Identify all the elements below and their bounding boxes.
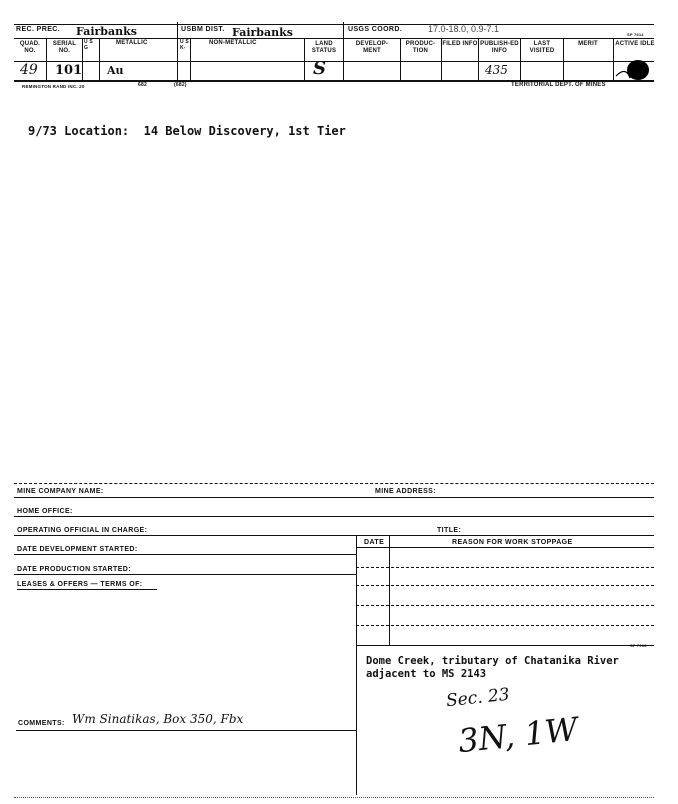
comments-value: Wm Sinatikas, Box 350, Fbx (72, 712, 244, 726)
printer-code-2: (682) (174, 82, 187, 88)
date-dev-label: DATE DEVELOPMENT STARTED: (17, 546, 138, 553)
form-number: SP 7914 (627, 32, 644, 37)
rule (14, 554, 356, 555)
development-head: DEVELOP-MENT (355, 41, 389, 54)
printer-code: 682 (138, 82, 147, 88)
rule (14, 497, 654, 498)
table-left-edge (356, 535, 357, 645)
mine-address-label: MINE ADDRESS: (375, 488, 436, 495)
production-head: PRODUC-TION (405, 41, 436, 54)
rec-prec-label: REC. PREC. (16, 26, 61, 33)
mine-company-label: MINE COMPANY NAME: (17, 488, 104, 495)
lower-top-rule (14, 483, 654, 484)
comments-label: COMMENTS: (18, 720, 65, 727)
last-visited-head: LAST VISITED (529, 41, 555, 54)
dept-name: TERRITORIAL DEPT. OF MINES (511, 82, 606, 88)
township-note: 3N, 1W (456, 709, 580, 761)
location-line-2: adjacent to MS 2143 (366, 668, 487, 680)
rule (14, 574, 356, 575)
usg-left-head: U S G (84, 39, 93, 51)
rule (356, 567, 654, 568)
rec-prec-value: Fairbanks (76, 25, 137, 38)
col-divider (190, 38, 191, 80)
date-prod-label: DATE PRODUCTION STARTED: (17, 566, 131, 573)
section-note: Sec. 23 (445, 684, 511, 712)
col-divider (343, 22, 344, 80)
rule (356, 585, 654, 586)
rule (16, 730, 356, 731)
location-line-1: Dome Creek, tributary of Chatanika River (366, 655, 619, 667)
usgs-coord-label: USGS COORD. (348, 26, 403, 33)
col-divider (82, 38, 83, 80)
home-office-label: HOME OFFICE: (17, 508, 73, 515)
col-divider (46, 38, 47, 80)
usgs-coord-value: 17.0-18.0, 0.9-7.1 (428, 24, 500, 34)
land-status-value: S (313, 58, 326, 79)
merit-head: MERIT (578, 41, 598, 47)
serial-no-value: 101 (55, 63, 83, 78)
rule (356, 645, 654, 646)
form-number-2: SP 7915 (630, 643, 647, 648)
header-mid-rule (14, 38, 654, 39)
col-divider (99, 38, 100, 80)
title-label: TITLE: (437, 527, 462, 534)
bottom-rule (14, 797, 654, 798)
active-marker-icon (612, 56, 656, 84)
quad-no-head: QUAD. NO. (19, 41, 41, 54)
comments-divider (356, 645, 357, 795)
usbm-dist-label: USBM DIST. (181, 26, 225, 33)
table-date-divider (389, 535, 390, 645)
rule (17, 589, 157, 590)
usg-right-head: U S K- (180, 39, 189, 51)
non-metallic-head: NON-METALLIC (209, 40, 257, 46)
printer-note: REMINGTON RAND INC. 20 (22, 84, 85, 89)
filed-info-head: FILED INFO (442, 41, 478, 47)
col-divider (177, 22, 178, 80)
metallic-value: Au (107, 64, 124, 77)
rule (356, 547, 654, 548)
active-idle-head: ACTIVE IDLE (615, 41, 655, 47)
published-info-value: 435 (485, 63, 508, 77)
land-status-head: LAND STATUS (311, 41, 337, 54)
serial-no-head: SERIAL NO. (52, 41, 77, 54)
rule (356, 605, 654, 606)
rule (14, 516, 654, 517)
metallic-head: METALLIC (116, 40, 148, 46)
col-divider (520, 38, 521, 80)
operating-official-label: OPERATING OFFICIAL IN CHARGE: (17, 527, 148, 534)
col-divider (478, 38, 479, 80)
usbm-dist-value: Fairbanks (232, 26, 293, 39)
published-info-head: PUBLISH-ED INFO (480, 41, 519, 54)
rule (14, 535, 654, 536)
reason-head: REASON FOR WORK STOPPAGE (452, 539, 573, 546)
leases-label: LEASES & OFFERS — TERMS OF: (17, 581, 143, 588)
quad-no-value: 49 (20, 62, 38, 78)
rule (356, 625, 654, 626)
location-note: 9/73 Location: 14 Below Discovery, 1st Tier (28, 124, 346, 138)
row-mid-rule (14, 61, 654, 62)
date-head: DATE (364, 539, 385, 546)
